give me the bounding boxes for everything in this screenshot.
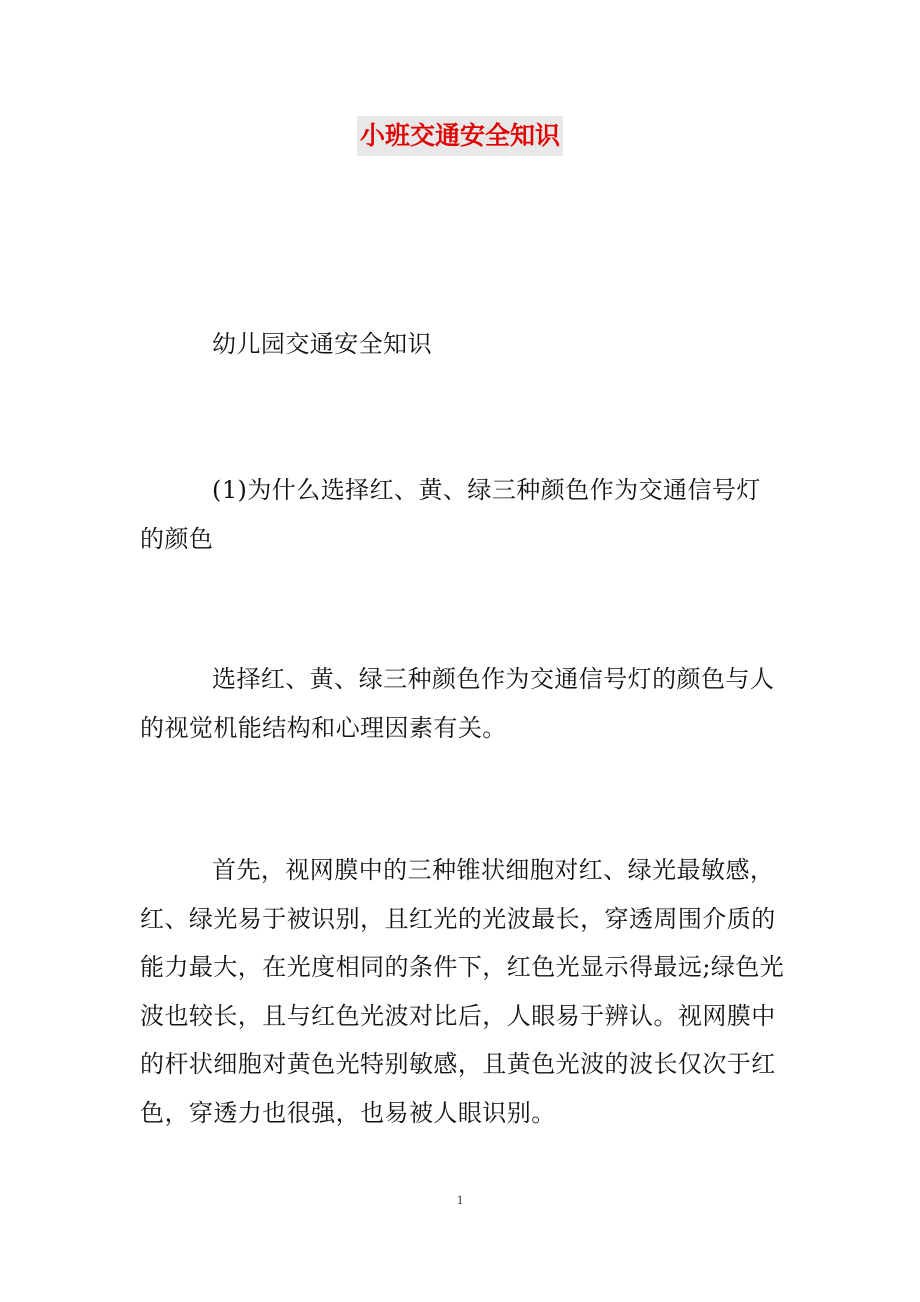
page-number: 1: [456, 1192, 464, 1207]
question-paragraph: (1)为什么选择红、黄、绿三种颜色作为交通信号灯的颜色: [140, 476, 761, 553]
document-title-text: 小班交通安全知识: [357, 116, 563, 156]
section-heading: 幼儿园交通安全知识: [212, 330, 433, 358]
detail-paragraph: 首先，视网膜中的三种锥状细胞对红、绿光最敏感，红、绿光易于被识别，且红光的光波最长，穿透周围介质的能力最大，在光度相同的条件下，红色光显示得最远;绿色光波也较长，且与红色光波对比后，人眼易于辨认。视网膜中的杆状细胞对黄色光特别敏感，且黄色光波的波长仅次于红色，穿透力也很强，也易被人眼识别。: [140, 856, 785, 1127]
document-title: [0, 114, 920, 156]
answer-paragraph: 选择红、黄、绿三种颜色作为交通信号灯的颜色与人的视觉机能结构和心理因素有关。: [140, 665, 775, 742]
